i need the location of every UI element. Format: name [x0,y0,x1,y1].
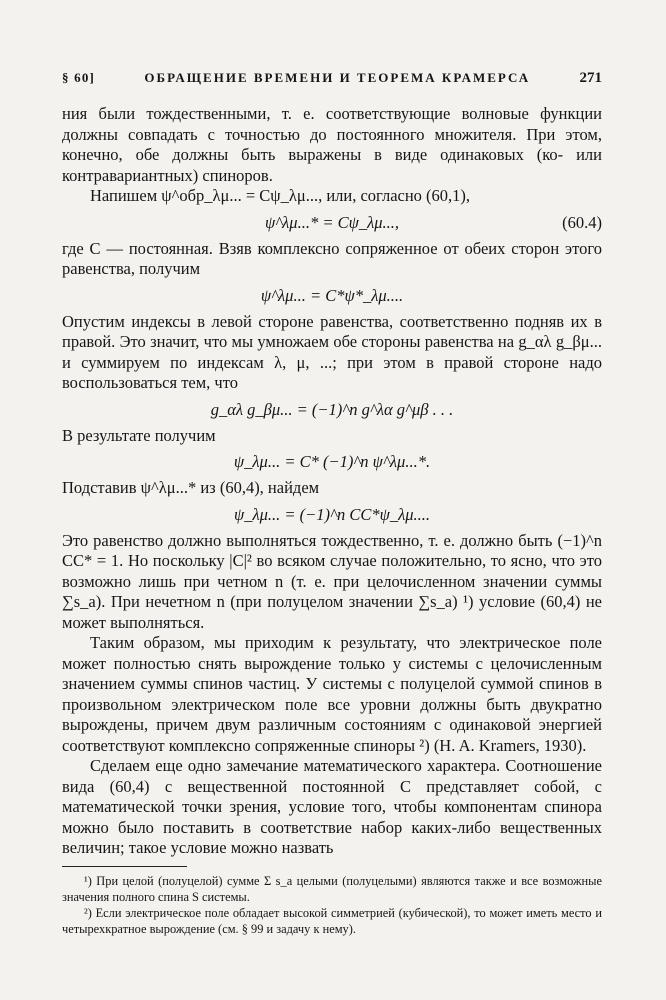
chapter-title: ОБРАЩЕНИЕ ВРЕМЕНИ И ТЕОРЕМА КРАМЕРСА [144,70,531,85]
formula-text: ψ^λμ... = C*ψ*_λμ.... [260,285,404,305]
equation-60-4 [62,211,602,235]
formula-text: ψ_λμ... = (−1)^n CC*ψ_λμ.... [233,504,431,524]
paragraph: Это равенство должно выполняться тождественно, т. е. должно быть (−1)^n CC* = 1. Но поскольку |C|² во всяком случае положительно, то ясно, что это возможно лишь при четном n (т. е. при целочисленном значении суммы ∑s_a). При нечетном n (при полуцелом значении ∑s_a) ¹) условие (60,4) не может выполняться. [62,530,602,632]
formula-text: g_αλ g_βμ... = (−1)^n g^λα g^μβ . . . [210,399,454,419]
paragraph: ния были тождественными, т. е. соответствующие волновые функции должны совпадать с точностью до постоянного множителя. При этом, конечно, обе должны быть выражены в виде одинаковых (ко- или контравариантных) спиноров. [62,104,602,185]
footnote-divider [62,866,187,867]
page-number: 271 [579,70,602,86]
paragraph: Сделаем еще одно замечание математического характера. Соотношение вида (60,4) с вещественной постоянной C представляет собой, с математической точки зрения, условие того, чтобы компонентам спинора можно было поставить в соответствие набор каких-либо вещественных величин; такое условие можно назвать [62,756,602,857]
main-text [62,104,602,859]
equation-number: (60.4) [562,212,602,232]
running-header [62,70,602,92]
paragraph: Опустим индексы в левой стороне равенства, соответственно подняв их в правой. Это значит, что мы умножаем обе стороны равенства на g_αλ g_βμ... и суммируем по индексам λ, μ, ...; при этом в правой стороне надо воспользоваться тем, что [62,311,602,392]
footnote: ²) Если электрическое поле обладает высокой симметрией (кубической), то может иметь место и четырехкратное вырождение (см. § 99 и задачу к нему). [62,906,602,936]
paragraph: В результате получим [62,425,216,445]
formula [62,284,602,308]
book-page [62,70,602,859]
formula [62,398,602,422]
formula-text: ψ^λμ...* = Cψ_λμ..., [264,212,400,232]
footnotes [62,866,602,937]
paragraph: Подставив ψ^λμ...* из (60,4), найдем [62,478,320,497]
formula [62,503,602,527]
paragraph: где C — постоянная. Взяв комплексно сопряженное от обеих сторон этого равенства, получим [62,238,602,278]
section-marker: § 60] [62,70,96,85]
paragraph: Напишем ψ^обр_λμ... = Cψ_λμ..., или, согласно (60,1), [90,186,471,205]
footnote: ¹) При целой (полуцелой) сумме Σ s_a целыми (полуцелыми) являются также и все возможные значения полного спина S системы. [62,874,602,904]
formula [62,450,602,474]
paragraph: Таким образом, мы приходим к результату, что электрическое поле может полностью снять вырождение только у системы с целочисленным значением суммы спинов частиц. У системы с полуцелой суммой спинов в произвольном электрическом поле все уровни должны быть двукратно вырождены, причем двум различным состояниям с одинаковой энергией соответствуют комплексно сопряженные спиноры ²) (H. A. Kramers, 1930). [62,633,602,755]
formula-text: ψ_λμ... = C* (−1)^n ψ^λμ...*. [233,452,431,471]
